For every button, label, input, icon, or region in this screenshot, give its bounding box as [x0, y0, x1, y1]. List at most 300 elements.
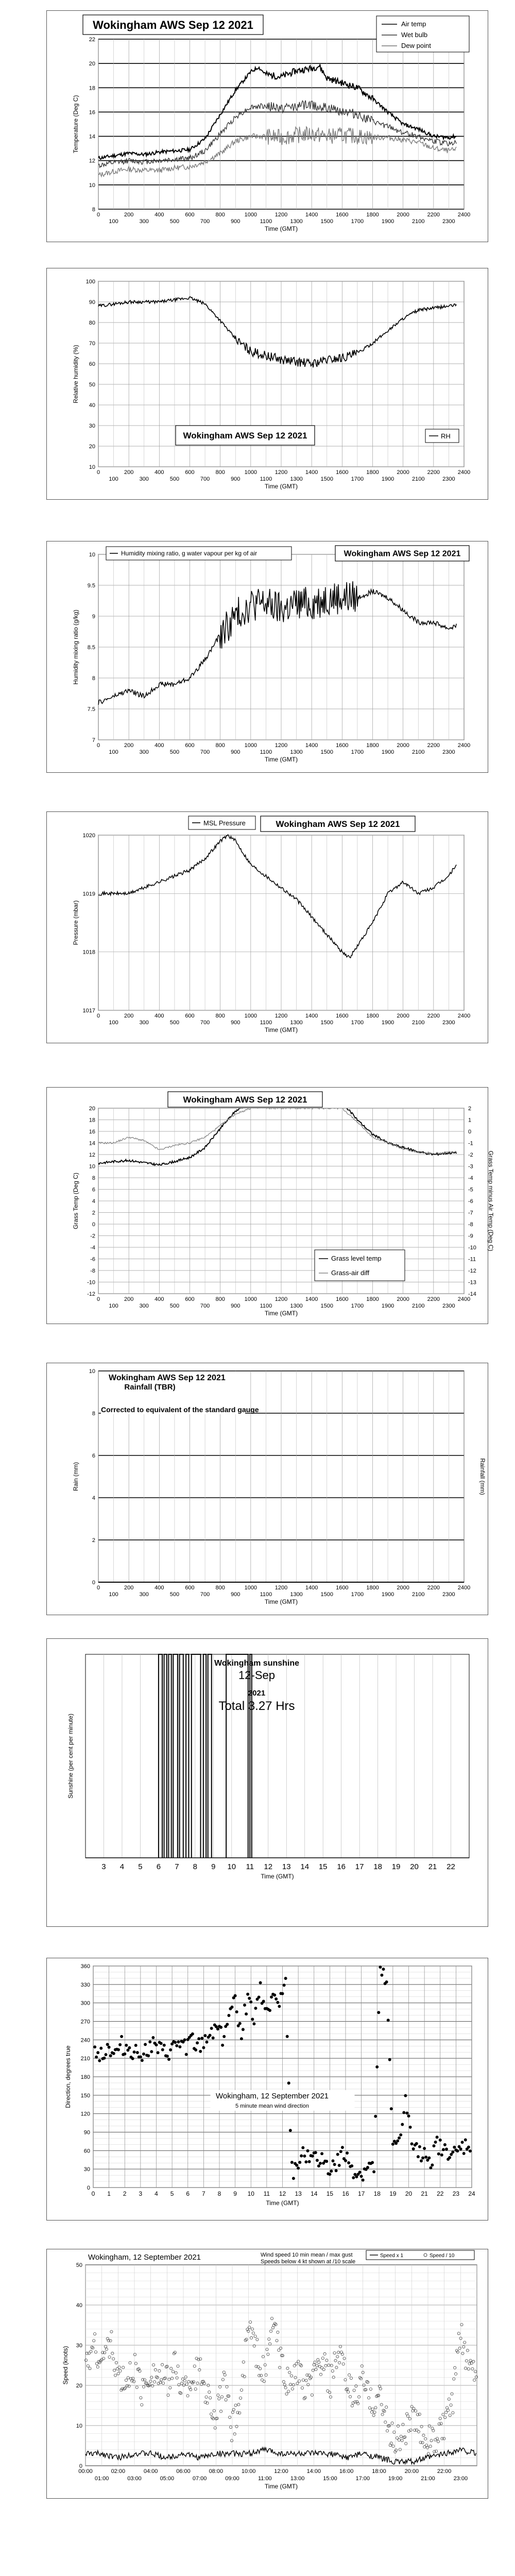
x-tick-label: 800: [215, 212, 225, 218]
chart-title: Wokingham, 12 September 2021: [88, 2253, 201, 2262]
x-tick-label: 04:00: [143, 2468, 158, 2475]
direction-point: [412, 2147, 415, 2150]
direction-point: [254, 2007, 257, 2010]
x-tick-label: 400: [154, 1013, 164, 1019]
direction-point: [424, 2156, 427, 2159]
x-tick-label: 1800: [366, 212, 379, 218]
direction-point: [328, 2173, 331, 2176]
x-tick-label: 2100: [412, 1020, 425, 1026]
x-tick-label: 1600: [336, 1013, 349, 1019]
x-tick-label: 1800: [366, 742, 379, 749]
x-axis-label: Time (GMT): [264, 483, 298, 490]
x-tick-label: 300: [139, 218, 149, 225]
x-tick-label: 2300: [442, 476, 455, 482]
x-tick-label: 19: [391, 1862, 401, 1871]
y-tick-label: 0: [92, 1222, 95, 1228]
direction-point: [226, 2023, 229, 2026]
y-tick-label: 10: [89, 464, 95, 470]
x-tick-label: 1100: [260, 1591, 272, 1598]
direction-point: [245, 2012, 248, 2015]
direction-point: [462, 2152, 466, 2155]
chart-total: Total 3.27 Hrs: [218, 1699, 295, 1713]
direction-point: [316, 2159, 319, 2162]
direction-point: [335, 2169, 338, 2172]
x-tick-label: 1300: [290, 1303, 303, 1309]
direction-point: [105, 2053, 108, 2056]
x-tick-label: 1300: [290, 749, 303, 755]
x-tick-label: 1300: [290, 476, 303, 482]
direction-point: [222, 2035, 226, 2038]
x-tick-label: 8: [217, 2190, 221, 2197]
y-tick-label: 1019: [82, 891, 95, 897]
x-tick-label: 500: [169, 1591, 180, 1598]
direction-point: [464, 2139, 467, 2142]
x-tick-label: 200: [124, 742, 134, 749]
x-tick-label: 13:00: [290, 2476, 305, 2482]
y2-tick-label: -3: [468, 1163, 473, 1170]
y-tick-label: 90: [83, 2129, 90, 2136]
y-tick-label: 7.5: [87, 706, 95, 713]
x-tick-label: 07:00: [192, 2476, 207, 2482]
legend-label: Speed / 10: [430, 2253, 455, 2259]
direction-point: [139, 2056, 142, 2059]
chart-title: Wokingham, 12 September 2021: [215, 2091, 329, 2100]
y-tick-label: 9.5: [87, 583, 95, 589]
x-tick-label: 2000: [397, 1585, 409, 1591]
direction-point: [443, 2143, 447, 2146]
x-tick-label: 200: [124, 1585, 134, 1591]
y-tick-label: 6: [92, 1453, 95, 1459]
direction-point: [469, 2149, 472, 2153]
x-tick-label: 500: [169, 1303, 180, 1309]
x-tick-label: 17: [357, 2190, 365, 2197]
y-tick-label: 10: [89, 552, 95, 558]
x-tick-label: 00:00: [78, 2468, 93, 2475]
y-tick-label: 20: [89, 444, 95, 450]
y-tick-label: -4: [90, 1245, 95, 1251]
x-tick-label: 700: [200, 1020, 210, 1026]
direction-point: [151, 2036, 154, 2039]
humidity-chart: [46, 268, 488, 500]
direction-point: [283, 1984, 286, 1987]
chart-subtitle: 12-Sep: [238, 1669, 275, 1682]
x-tick-label: 600: [185, 1296, 195, 1302]
y-axis-label: Temperature (Deg C): [72, 95, 79, 154]
direction-point: [301, 2146, 304, 2149]
direction-point: [429, 2166, 432, 2170]
x-tick-label: 2200: [427, 742, 440, 749]
direction-point: [144, 2043, 147, 2046]
direction-point: [304, 2160, 307, 2163]
x-tick-label: 1000: [244, 1585, 258, 1591]
x-tick-label: 9: [233, 2190, 237, 2197]
x-tick-label: 21:00: [421, 2476, 435, 2482]
direction-point: [147, 2054, 150, 2057]
x-tick-label: 23:00: [453, 2476, 468, 2482]
direction-point: [410, 2142, 414, 2145]
chart-title: Wokingham AWS Sep 12 2021: [183, 431, 307, 440]
direction-point: [459, 2147, 462, 2150]
direction-point: [306, 2149, 310, 2153]
direction-point: [388, 2058, 391, 2061]
x-tick-label: 8: [193, 1862, 198, 1871]
y2-tick-label: -9: [468, 1233, 473, 1240]
direction-point: [199, 2050, 202, 2053]
y2-tick-label: 2: [468, 1106, 472, 1112]
direction-point: [445, 2148, 448, 2151]
x-tick-label: 1700: [351, 749, 364, 755]
direction-point: [350, 2164, 353, 2167]
direction-point: [407, 2114, 410, 2117]
direction-point: [405, 2112, 408, 2115]
direction-point: [434, 2141, 437, 2144]
direction-point: [352, 2176, 355, 2179]
x-tick-label: 100: [109, 218, 118, 225]
y-axis-label: Speed (knots): [62, 2346, 69, 2385]
x-tick-label: 900: [231, 1303, 241, 1309]
x-tick-label: 5: [170, 2190, 174, 2197]
x-axis-label: Time (GMT): [264, 756, 298, 763]
x-axis-label: Time (GMT): [266, 2199, 299, 2207]
x-tick-label: 1600: [336, 212, 349, 218]
direction-point: [221, 2044, 224, 2047]
x-tick-label: 20: [410, 1862, 419, 1871]
y-tick-label: 10: [89, 1368, 95, 1375]
x-tick-label: 300: [139, 1591, 149, 1598]
chart-title: Wokingham AWS Sep 12 2021: [183, 1095, 307, 1105]
direction-point: [290, 2161, 294, 2164]
y2-axis-label: Grass Temp minus Air Temp (Deg C): [487, 1150, 494, 1251]
direction-point: [99, 2047, 102, 2050]
x-tick-label: 1600: [336, 742, 349, 749]
direction-point: [297, 2166, 300, 2170]
x-tick-label: 2300: [442, 218, 455, 225]
temperature-chart: [46, 10, 488, 242]
x-tick-label: 500: [169, 218, 180, 225]
x-tick-label: 10: [247, 2190, 254, 2197]
direction-point: [289, 2129, 292, 2132]
direction-point: [456, 2149, 459, 2153]
direction-point: [109, 2054, 112, 2057]
wind-direction-chart-svg: [47, 1958, 489, 2221]
y-tick-label: 8: [92, 1411, 95, 1417]
direction-point: [175, 2044, 178, 2047]
direction-point: [209, 2034, 212, 2037]
x-tick-label: 2200: [427, 469, 440, 476]
temperature-chart-svg: [47, 11, 489, 243]
x-tick-label: 200: [124, 1296, 134, 1302]
x-tick-label: 300: [139, 1303, 149, 1309]
y-tick-label: 12: [89, 158, 95, 164]
direction-point: [418, 2145, 421, 2148]
x-axis-label: Time (GMT): [261, 1873, 294, 1880]
direction-point: [118, 2043, 122, 2046]
direction-point: [142, 2053, 145, 2056]
y-tick-label: 4: [92, 1198, 95, 1205]
x-tick-label: 400: [154, 742, 164, 749]
direction-point: [420, 2159, 423, 2162]
direction-point: [375, 2065, 379, 2069]
x-tick-label: 700: [200, 1591, 210, 1598]
pressure-chart-svg: [47, 812, 489, 1044]
y-tick-label: 8: [92, 675, 95, 682]
x-tick-label: 7: [202, 2190, 205, 2197]
sunshine-chart-svg: [47, 1639, 489, 1927]
direction-point: [380, 1974, 383, 1977]
x-tick-label: 1500: [320, 476, 333, 482]
x-tick-label: 09:00: [225, 2476, 239, 2482]
rainfall-chart: [46, 1363, 488, 1615]
direction-point: [281, 1992, 284, 1995]
direction-point: [98, 2059, 101, 2062]
y-tick-label: -2: [90, 1233, 95, 1240]
wind-direction-chart: [46, 1958, 488, 2221]
x-tick-label: 1600: [336, 1296, 349, 1302]
direction-point: [259, 1981, 262, 1985]
y-tick-label: 300: [80, 2000, 90, 2007]
x-tick-label: 1700: [351, 218, 364, 225]
direction-point: [287, 2081, 290, 2084]
legend-label: Humidity mixing ratio, g water vapour per kg of air: [121, 550, 258, 557]
x-tick-label: 600: [185, 469, 195, 476]
x-tick-label: 2000: [397, 212, 409, 218]
x-tick-label: 13: [282, 1862, 291, 1871]
x-tick-label: 1200: [274, 1585, 288, 1591]
direction-point: [286, 2035, 289, 2038]
x-tick-label: 900: [231, 1591, 241, 1598]
x-tick-label: 6: [186, 2190, 190, 2197]
x-tick-label: 2400: [457, 742, 471, 749]
x-tick-label: 2400: [457, 212, 471, 218]
direction-point: [155, 2043, 158, 2046]
direction-point: [148, 2040, 151, 2043]
direction-point: [387, 2019, 390, 2022]
direction-point: [339, 2150, 342, 2153]
x-tick-label: 2400: [457, 1013, 471, 1019]
x-tick-label: 1200: [274, 1296, 288, 1302]
x-tick-label: 1400: [305, 469, 318, 476]
x-tick-label: 1000: [244, 742, 258, 749]
x-tick-label: 1400: [305, 1585, 318, 1591]
x-tick-label: 01:00: [94, 2476, 109, 2482]
direction-point: [112, 2052, 115, 2055]
x-tick-label: 1100: [260, 1020, 272, 1026]
x-tick-label: 22: [437, 2190, 444, 2197]
direction-point: [185, 2053, 188, 2056]
sunshine-chart: [46, 1638, 488, 1927]
x-axis-label: Time (GMT): [264, 1026, 298, 1033]
direction-point: [178, 2045, 181, 2048]
x-tick-label: 1700: [351, 476, 364, 482]
x-tick-label: 500: [169, 749, 180, 755]
direction-point: [377, 2011, 380, 2014]
x-tick-label: 600: [185, 1585, 195, 1591]
x-tick-label: 1400: [305, 742, 318, 749]
direction-point: [421, 2157, 424, 2160]
x-tick-label: 20: [405, 2190, 413, 2197]
x-tick-label: 21: [428, 1862, 437, 1871]
y2-tick-label: -13: [468, 1279, 476, 1286]
x-tick-label: 1000: [244, 1296, 258, 1302]
x-axis-label: Time (GMT): [264, 2483, 298, 2490]
x-tick-label: 600: [185, 1013, 195, 1019]
direction-point: [358, 2171, 362, 2174]
direction-point: [212, 2037, 215, 2040]
x-tick-label: 1500: [320, 1303, 333, 1309]
direction-point: [379, 1965, 382, 1969]
x-tick-label: 1300: [290, 218, 303, 225]
x-tick-label: 21: [421, 2190, 428, 2197]
x-tick-label: 1000: [244, 1013, 258, 1019]
x-tick-label: 11:00: [258, 2476, 272, 2482]
direction-point: [325, 2160, 328, 2163]
direction-point: [235, 2010, 238, 2013]
direction-point: [131, 2057, 134, 2060]
y-tick-label: 8.5: [87, 645, 95, 651]
direction-point: [203, 2034, 207, 2037]
direction-point: [274, 1997, 278, 2001]
x-tick-label: 1600: [336, 469, 349, 476]
direction-point: [219, 2026, 222, 2029]
y2-tick-label: -12: [468, 1268, 476, 1274]
x-tick-label: 1300: [290, 1591, 303, 1598]
direction-point: [436, 2136, 439, 2139]
direction-point: [390, 2107, 393, 2110]
x-tick-label: 17: [355, 1862, 364, 1871]
direction-point: [102, 2057, 106, 2060]
x-tick-label: 1400: [305, 1013, 318, 1019]
direction-point: [453, 2146, 456, 2149]
x-tick-label: 0: [96, 1013, 100, 1019]
x-tick-label: 2200: [427, 1296, 440, 1302]
direction-point: [150, 2050, 153, 2053]
x-tick-label: 2200: [427, 1013, 440, 1019]
direction-point: [344, 2159, 347, 2162]
x-tick-label: 1100: [260, 749, 272, 755]
x-tick-label: 800: [215, 1296, 225, 1302]
direction-point: [166, 2055, 169, 2058]
direction-point: [251, 2018, 254, 2021]
x-tick-label: 1700: [351, 1591, 364, 1598]
x-tick-label: 16: [337, 1862, 346, 1871]
direction-point: [332, 2159, 335, 2162]
direction-point: [136, 2051, 139, 2054]
direction-point: [133, 2050, 136, 2054]
x-tick-label: 400: [154, 1296, 164, 1302]
y-tick-label: -6: [90, 1256, 95, 1263]
y2-tick-label: -2: [468, 1152, 473, 1158]
direction-point: [167, 2058, 170, 2061]
direction-point: [330, 2170, 333, 2173]
direction-point: [311, 2155, 314, 2158]
y-tick-label: 7: [92, 737, 95, 743]
legend-label: Speed x 1: [380, 2253, 404, 2259]
direction-point: [196, 2041, 199, 2044]
x-tick-label: 2200: [427, 212, 440, 218]
x-tick-label: 1200: [274, 1013, 288, 1019]
y-tick-label: 8: [92, 207, 95, 213]
direction-point: [399, 2133, 402, 2137]
direction-point: [347, 2161, 350, 2164]
mixing-ratio-chart: [46, 541, 488, 773]
direction-point: [231, 2006, 234, 2009]
x-tick-label: 1900: [381, 1303, 394, 1309]
x-tick-label: 18:00: [372, 2468, 386, 2475]
x-tick-label: 2000: [397, 1013, 409, 1019]
y2-tick-label: -11: [468, 1256, 476, 1263]
chart-subtitle: Rainfall (TBR): [124, 1383, 176, 1392]
x-tick-label: 2100: [412, 1303, 425, 1309]
x-tick-label: 06:00: [176, 2468, 191, 2475]
direction-point: [202, 2046, 205, 2049]
x-tick-label: 19: [389, 2190, 397, 2197]
chart-title: Wokingham AWS Sep 12 2021: [344, 549, 461, 558]
legend-label: Wet bulb: [401, 31, 428, 39]
x-tick-label: 4: [119, 1862, 125, 1871]
x-tick-label: 14:00: [306, 2468, 321, 2475]
direction-point: [106, 2043, 109, 2046]
x-axis-label: Time (GMT): [264, 1310, 298, 1317]
direction-point: [433, 2144, 436, 2147]
x-tick-label: 1000: [244, 212, 258, 218]
y-tick-label: 22: [89, 37, 95, 43]
x-tick-label: 15: [326, 2190, 334, 2197]
x-tick-label: 100: [109, 1303, 118, 1309]
x-tick-label: 800: [215, 469, 225, 476]
direction-point: [197, 2037, 200, 2040]
x-tick-label: 0: [91, 2190, 95, 2197]
direction-point: [298, 2161, 301, 2164]
y-tick-label: 8: [92, 1175, 95, 1181]
direction-point: [417, 2155, 420, 2158]
direction-point: [391, 2143, 394, 2146]
direction-point: [249, 2001, 252, 2004]
plot-area: [85, 1654, 469, 1858]
x-tick-label: 9: [211, 1862, 216, 1871]
x-tick-label: 18: [373, 2190, 381, 2197]
y-tick-label: 330: [80, 1981, 90, 1988]
x-tick-label: 7: [175, 1862, 179, 1871]
x-tick-label: 1500: [320, 1020, 333, 1026]
x-tick-label: 1200: [274, 469, 288, 476]
x-tick-label: 700: [200, 1303, 210, 1309]
y-tick-label: 0: [79, 2463, 82, 2469]
direction-point: [448, 2156, 451, 2159]
x-tick-label: 14: [311, 2190, 318, 2197]
x-tick-label: 900: [231, 1020, 241, 1026]
x-tick-label: 1800: [366, 1013, 379, 1019]
y-tick-label: 90: [89, 299, 95, 306]
y2-tick-label: -5: [468, 1187, 473, 1193]
y-tick-label: 240: [80, 2037, 90, 2044]
x-tick-label: 1200: [274, 212, 288, 218]
x-tick-label: 17:00: [355, 2476, 370, 2482]
direction-point: [243, 2004, 246, 2007]
direction-point: [200, 2037, 203, 2040]
direction-point: [341, 2146, 344, 2149]
x-tick-label: 22: [447, 1862, 455, 1871]
y-tick-label: 1017: [82, 1008, 95, 1014]
x-tick-label: 1100: [260, 1303, 272, 1309]
x-tick-label: 2200: [427, 1585, 440, 1591]
direction-point: [183, 2038, 186, 2041]
direction-point: [177, 2040, 180, 2043]
direction-point: [169, 2048, 172, 2052]
x-tick-label: 2300: [442, 1020, 455, 1026]
x-tick-label: 08:00: [209, 2468, 224, 2475]
direction-point: [252, 2022, 255, 2025]
direction-point: [93, 2045, 96, 2048]
